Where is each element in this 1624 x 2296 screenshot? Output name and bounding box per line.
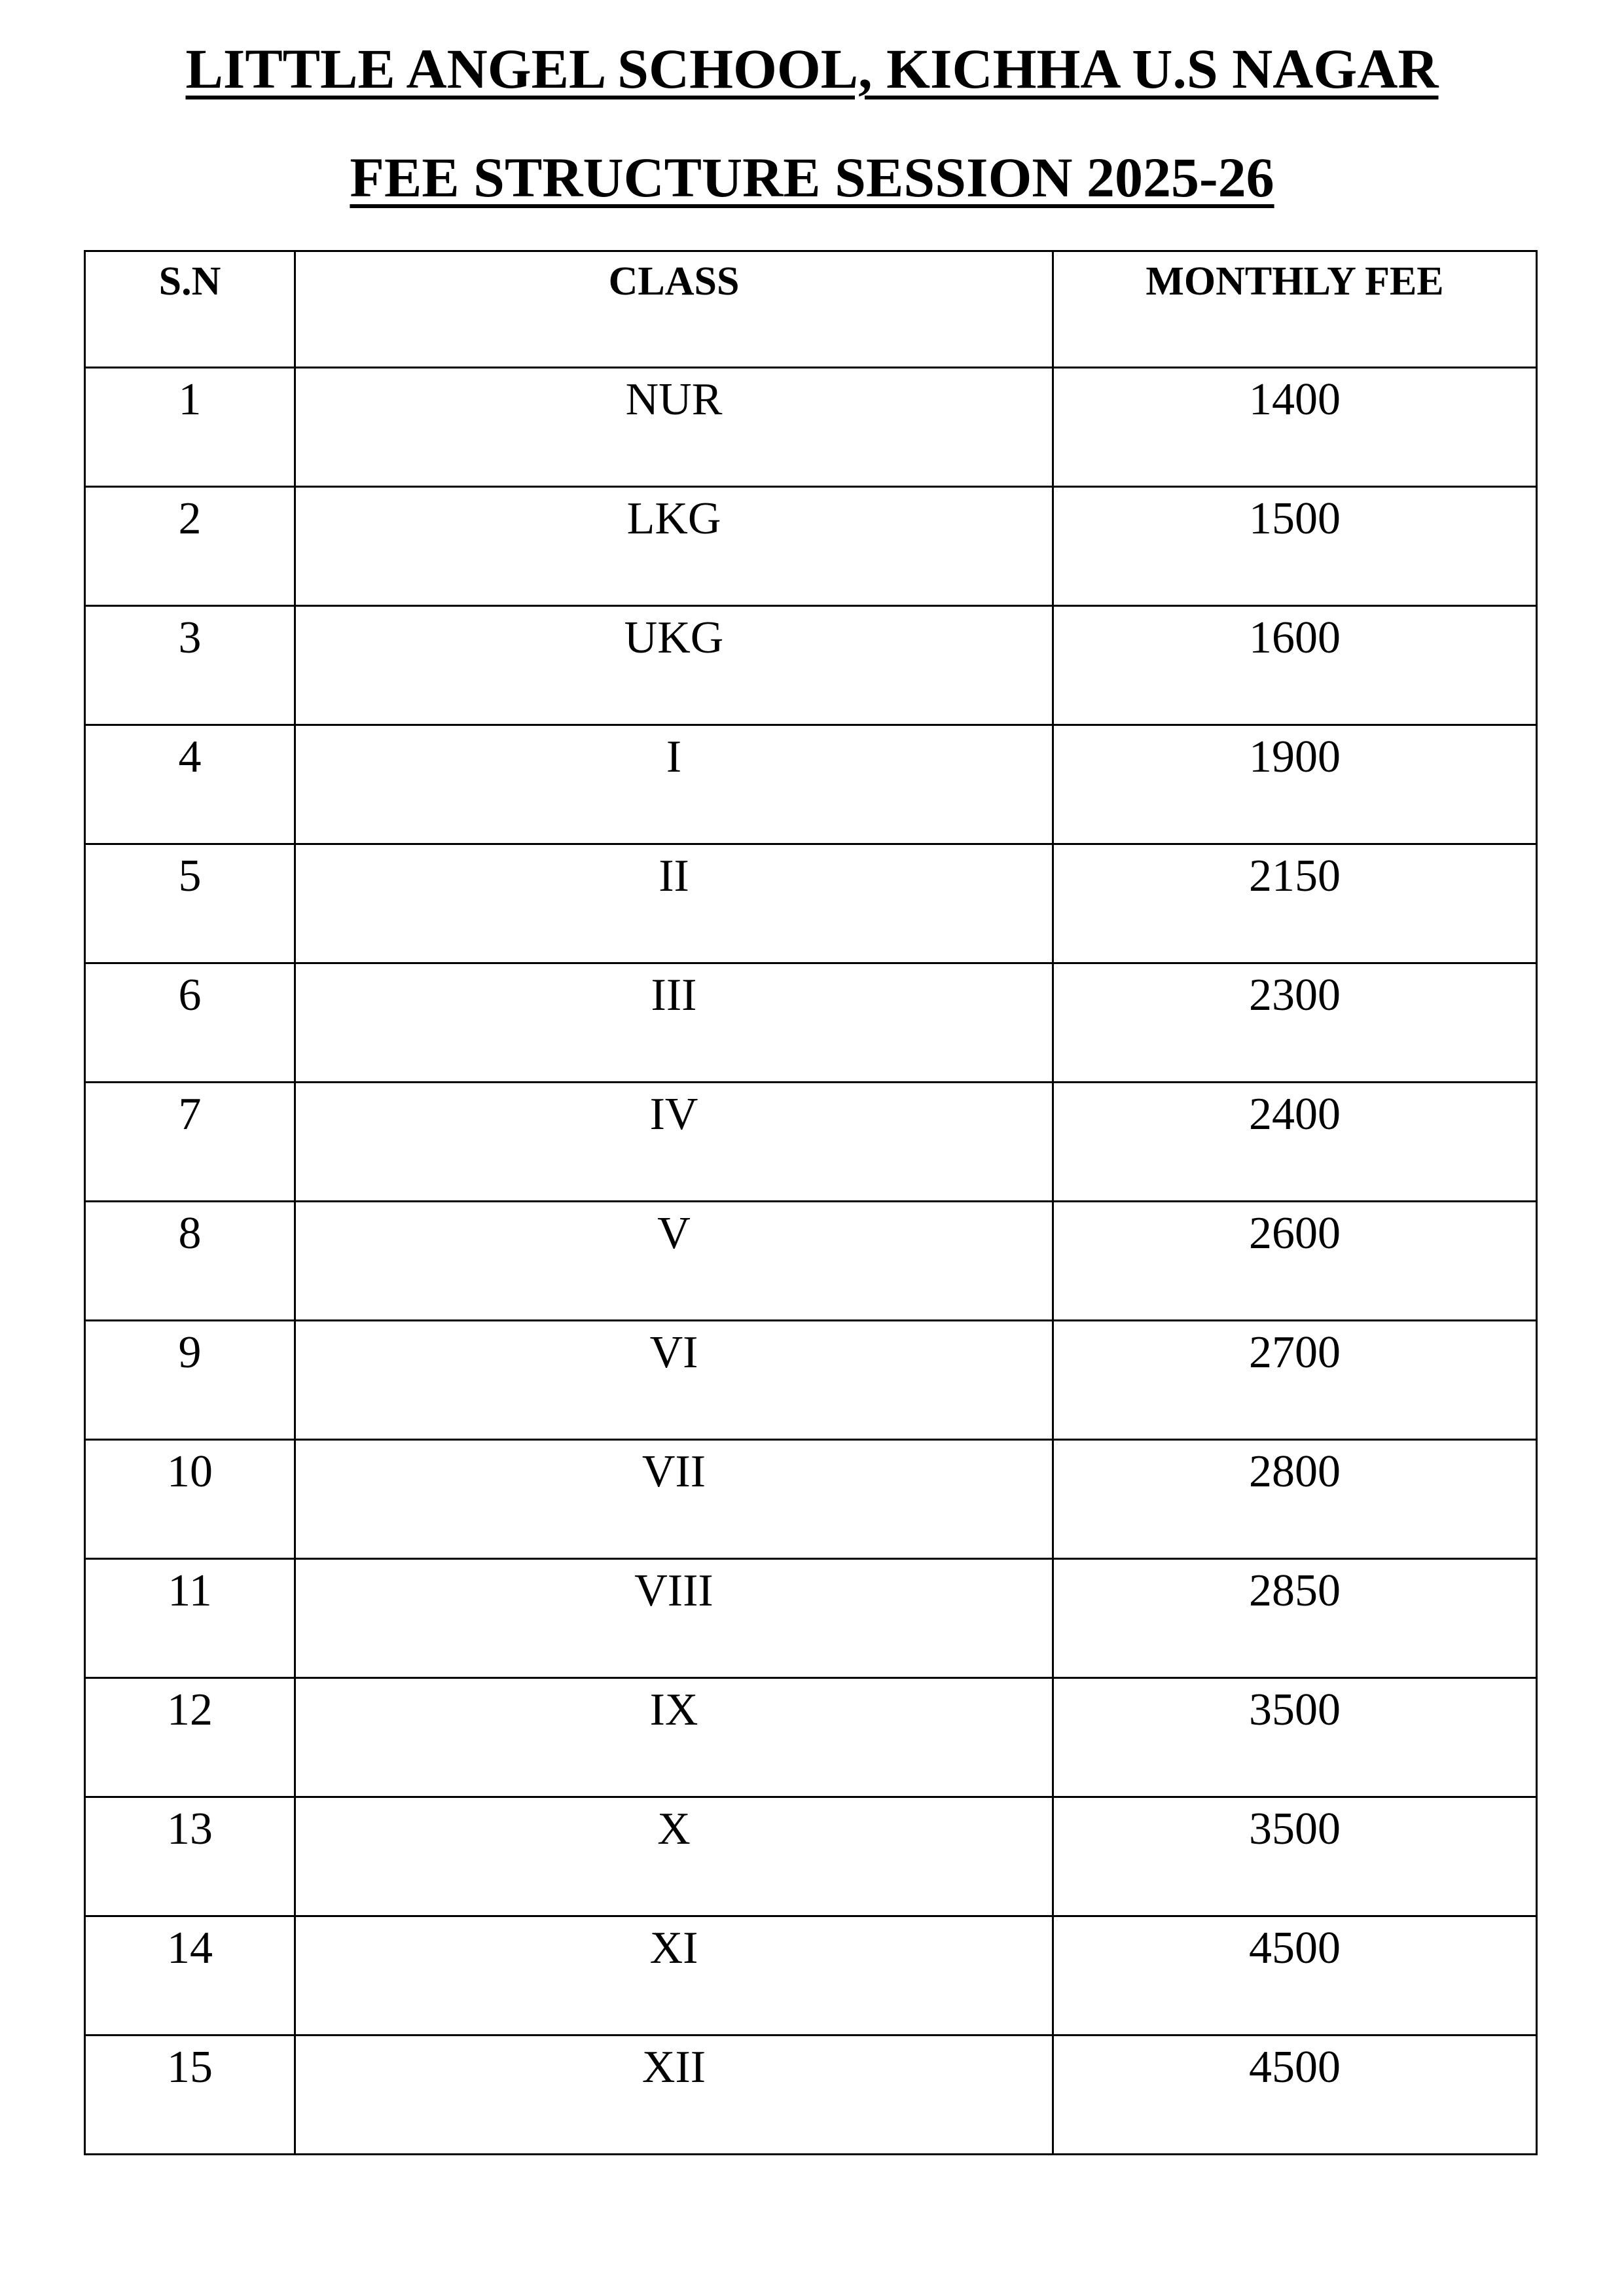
sn-cell: 1 <box>85 368 295 487</box>
sn-cell: 4 <box>85 725 295 844</box>
sn-cell: 7 <box>85 1083 295 1202</box>
table-header-row <box>85 251 1537 368</box>
fee-table <box>84 250 1538 2155</box>
sn-cell: 2 <box>85 487 295 606</box>
fee-cell: 2150 <box>1053 844 1537 963</box>
class-cell: UKG <box>295 606 1053 725</box>
fee-cell: 1400 <box>1053 368 1537 487</box>
class-cell: VI <box>295 1321 1053 1440</box>
sn-cell: 5 <box>85 844 295 963</box>
fee-cell: 4500 <box>1053 2036 1537 2155</box>
school-name-heading <box>0 37 1624 100</box>
fee-cell: 1900 <box>1053 725 1537 844</box>
fee-cell: 1500 <box>1053 487 1537 606</box>
fee-cell: 3500 <box>1053 1678 1537 1797</box>
fee-cell: 4500 <box>1053 1916 1537 2036</box>
table-row <box>85 1321 1537 1440</box>
table-row <box>85 963 1537 1083</box>
fee-cell: 2400 <box>1053 1083 1537 1202</box>
class-cell: XI <box>295 1916 1053 2036</box>
fee-cell: 2300 <box>1053 963 1537 1083</box>
class-cell: V <box>295 1202 1053 1321</box>
class-cell: IX <box>295 1678 1053 1797</box>
table-row <box>85 1083 1537 1202</box>
class-cell: X <box>295 1797 1053 1916</box>
fee-cell: 2600 <box>1053 1202 1537 1321</box>
table-row <box>85 368 1537 487</box>
fee-cell: 2700 <box>1053 1321 1537 1440</box>
table-row <box>85 1678 1537 1797</box>
sn-cell: 9 <box>85 1321 295 1440</box>
sn-cell: 6 <box>85 963 295 1083</box>
fee-structure-title <box>0 146 1624 209</box>
table-row <box>85 606 1537 725</box>
table-row <box>85 1916 1537 2036</box>
sn-cell: 13 <box>85 1797 295 1916</box>
school-name-text: LITTLE ANGEL SCHOOL, KICHHA U.S NAGAR <box>185 37 1439 100</box>
table-row <box>85 1797 1537 1916</box>
table-row <box>85 844 1537 963</box>
sn-cell: 3 <box>85 606 295 725</box>
class-cell: VIII <box>295 1559 1053 1678</box>
class-cell: III <box>295 963 1053 1083</box>
class-cell: XII <box>295 2036 1053 2155</box>
class-cell: IV <box>295 1083 1053 1202</box>
table-row <box>85 487 1537 606</box>
sn-cell: 15 <box>85 2036 295 2155</box>
sn-cell: 12 <box>85 1678 295 1797</box>
fee-structure-title-text: FEE STRUCTURE SESSION 2025-26 <box>350 146 1274 209</box>
fee-cell: 2850 <box>1053 1559 1537 1678</box>
column-header-class: CLASS <box>295 251 1053 368</box>
class-cell: I <box>295 725 1053 844</box>
class-cell: NUR <box>295 368 1053 487</box>
fee-cell: 1600 <box>1053 606 1537 725</box>
table-row <box>85 1440 1537 1559</box>
column-header-monthly-fee: MONTHLY FEE <box>1053 251 1537 368</box>
sn-cell: 8 <box>85 1202 295 1321</box>
table-row <box>85 1202 1537 1321</box>
sn-cell: 11 <box>85 1559 295 1678</box>
table-row <box>85 725 1537 844</box>
fee-cell: 3500 <box>1053 1797 1537 1916</box>
class-cell: LKG <box>295 487 1053 606</box>
table-row <box>85 2036 1537 2155</box>
sn-cell: 10 <box>85 1440 295 1559</box>
sn-cell: 14 <box>85 1916 295 2036</box>
class-cell: II <box>295 844 1053 963</box>
fee-cell: 2800 <box>1053 1440 1537 1559</box>
class-cell: VII <box>295 1440 1053 1559</box>
table-row <box>85 1559 1537 1678</box>
column-header-sn: S.N <box>85 251 295 368</box>
